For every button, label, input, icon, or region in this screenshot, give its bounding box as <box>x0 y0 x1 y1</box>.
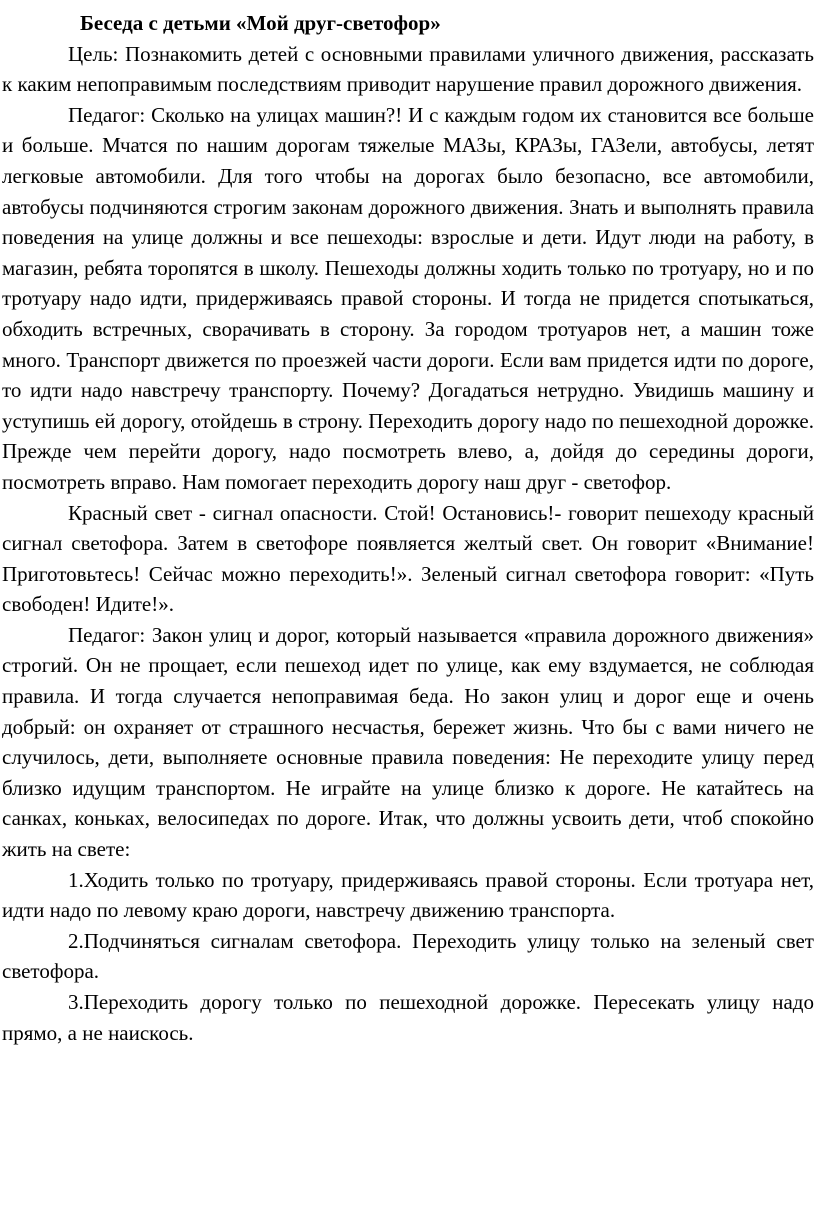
paragraph-traffic-light-signals: Красный свет - сигнал опасности. Стой! Остановись!- говорит пешеходу красный сигнал светофора. Затем в светофоре появляется желтый свет. Он говорит «Внимание! Приготовьтесь! Сейчас можно переходить!». Зеленый сигнал светофора говорит: «Путь свободен! Идите!». <box>2 500 814 617</box>
document-title: Беседа с детьми «Мой друг-светофор» <box>80 11 441 35</box>
paragraph-goal: Цель: Познакомить детей с основными правилами уличного движения, рассказать к каким непоправимым последствиям приводит нарушение правил дорожного движения. <box>2 41 814 97</box>
rule-item-2: 2.Подчиняться сигналам светофора. Переходить улицу только на зеленый свет светофора. <box>2 928 814 984</box>
paragraph-teacher-intro: Педагог: Сколько на улицах машин?! И с каждым годом их становится все больше и больше. Мчатся по нашим дорогам тяжелые МАЗы, КРАЗы, ГАЗели, автобусы, летят легковые автомобили. Для того чтобы на дорогах было безопасно, все автомобили, автобусы подчиняются строгим законам дорожного движения. Знать и выполнять правила поведения на улице должны и все пешеходы: взрослые и дети. Идут люди на работу, в магазин, ребята торопятся в школу. Пешеходы должны ходить только по тротуару, но и по тротуару надо идти, придерживаясь правой стороны. И тогда не придется спотыкаться, обходить встречных, сворачивать в сторону. За городом тротуаров нет, а машин тоже много. Транспорт движется по проезжей части дороги. Если вам придется идти по дороге, то идти надо навстречу транспорту. Почему? Догадаться нетрудно. Увидишь машину и уступишь ей дорогу, отойдешь в строну. Переходить дорогу надо по пешеходной дорожке. Прежде чем перейти дорогу, надо посмотреть влево, а, дойдя до середины дороги, посмотреть вправо. Нам помогает переходить дорогу наш друг - светофор. <box>2 102 814 494</box>
rule-item-3: 3.Переходить дорогу только по пешеходной дорожке. Пересекать улицу надо прямо, а не наискось. <box>2 990 814 1045</box>
paragraph-teacher-law: Педагог: Закон улиц и дорог, который называется «правила дорожного движения» строгий. Он не прощает, если пешеход идет по улице, как ему вздумается, не соблюдая правила. И тогда случается непоправимая беда. Но закон улиц и дорог еще и очень добрый: он охраняет от страшного несчастья, бережет жизнь. Что бы с вами ничего не случилось, дети, выполняете основные правила поведения: Не переходите улицу перед близко идущим транспортом. Не играйте на улице близко к дороге. Не катайтесь на санках, коньках, велосипедах по дороге. Итак, что должны усвоить дети, чтоб спокойно жить на свете: <box>2 622 814 862</box>
rule-item-1: 1.Ходить только по тротуару, придерживаясь правой стороны. Если тротуара нет, идти надо по левому краю дороги, навстречу движению транспорта. <box>2 867 814 923</box>
